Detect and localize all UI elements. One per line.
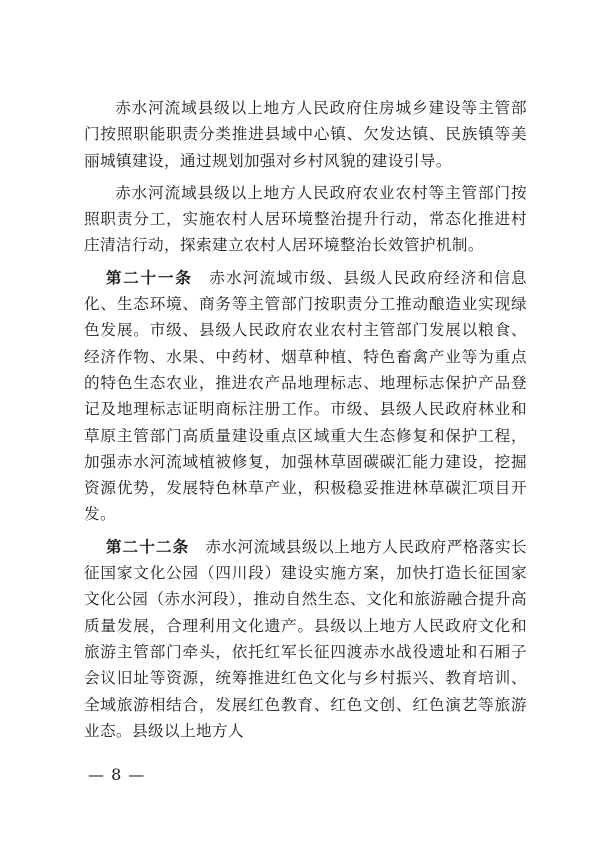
paragraph-article-22 [84,534,527,744]
page-number: — 8 — [88,765,146,784]
paragraph-rural-environment [84,180,527,259]
paragraph-housing-construction [84,95,527,174]
paragraph-text: 赤水河流域市级、县级人民政府经济和信息化、生态环境、商务等主管部门按职责分工推动酿造业实现绿色发展。市级、县级人民政府农业农村主管部门发展以粮食、经济作物、水果、中药材、烟草种植、特色畜禽产业等为重点的特色生态农业，推进农产品地理标志、地理标志保护产品登记及地理标志证明商标注册工作。市级、县级人民政府林业和草原主管部门高质量建设重点区域重大生态修复和保护工程，加强赤水河流域植被修复，加强林草固碳碳汇能力建设，挖掘资源优势，发展特色林草产业，积极稳妥推进林草碳汇项目开发。 [84,268,527,524]
paragraph-article-21 [84,265,527,528]
article-number: 第二十一条 [105,268,193,287]
body-text [84,95,527,744]
paragraph-text: 赤水河流域县级以上地方人民政府严格落实长征国家文化公园（四川段）建设实施方案，加快打造长征国家文化公园（赤水河段），推动自然生态、文化和旅游融合提升高质量发展，合理利用文化遗产。县级以上地方人民政府文化和旅游主管部门牵头，依托红军长征四渡赤水战役遗址和石厢子会议旧址等资源，统筹推进红色文化与乡村振兴、教育培训、全域旅游相结合，发展红色教育、红色文创、红色演艺等旅游业态。县级以上地方人 [84,537,527,740]
paragraph-text: 赤水河流域县级以上地方人民政府农业农村等主管部门按照职责分工，实施农村人居环境整治提升行动，常态化推进村庄清洁行动，探索建立农村人居环境整治长效管护机制。 [84,183,527,255]
paragraph-text: 赤水河流域县级以上地方人民政府住房城乡建设等主管部门按照职能职责分类推进县域中心镇、欠发达镇、民族镇等美丽城镇建设，通过规划加强对乡村风貌的建设引导。 [84,99,527,170]
article-number: 第二十二条 [105,537,190,556]
